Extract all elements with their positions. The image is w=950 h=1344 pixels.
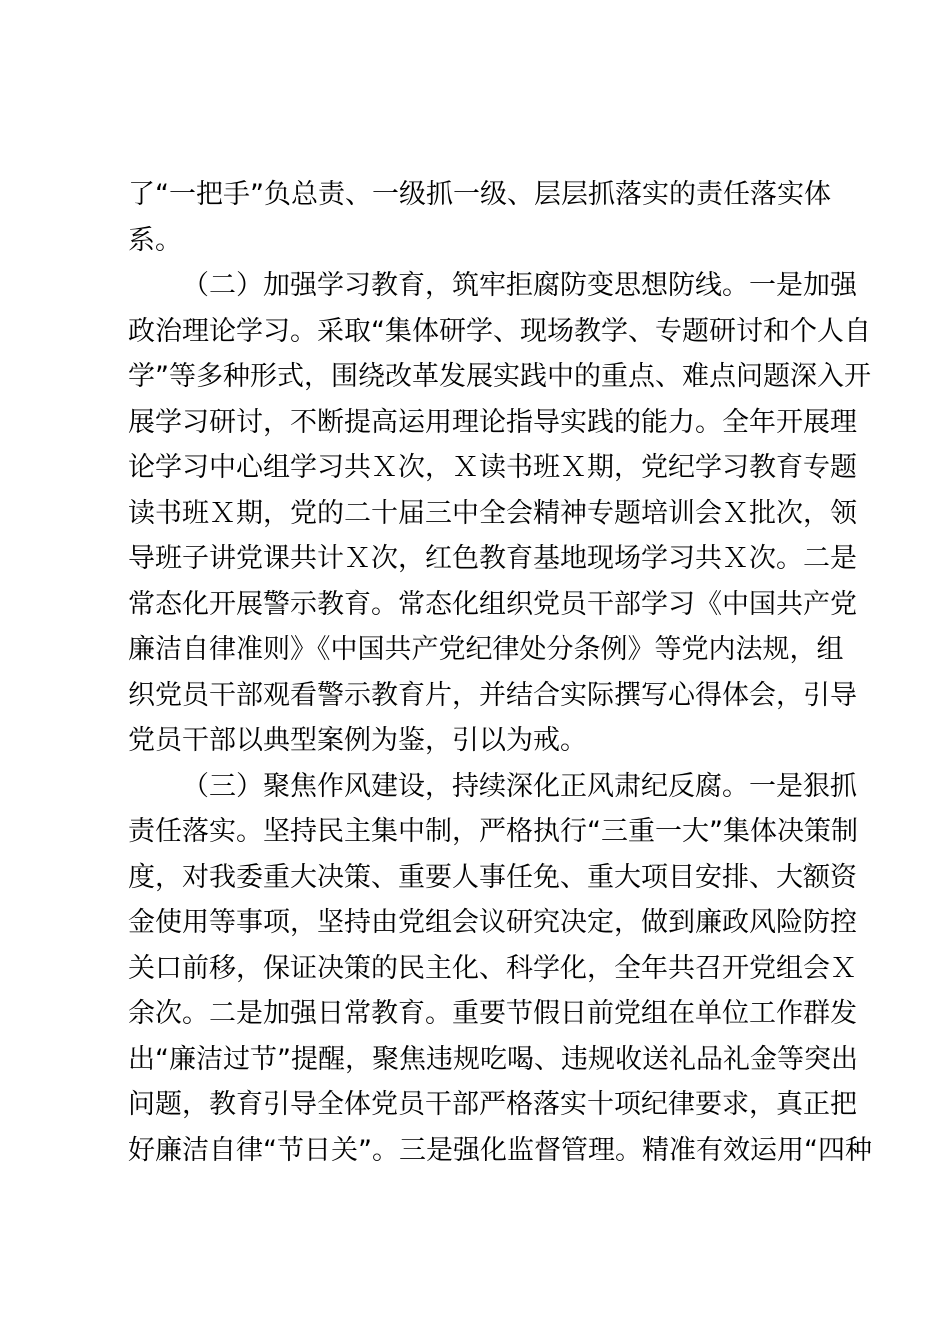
text-line: 论学习中心组学习共Ｘ次，Ｘ读书班Ｘ期，党纪学习教育专题 <box>128 452 857 483</box>
text-line: 展学习研讨，不断提高运用理论指导实践的能力。全年开展理 <box>128 406 857 438</box>
text-line: 常态化开展警示教育。常态化组织党员干部学习《中国共产党 <box>128 588 857 620</box>
text-line: 好廉洁自律“节日关”。三是强化监督管理。精准有效运用“四种 <box>128 1134 872 1166</box>
section-heading-line: （三）聚焦作风建设，持续深化正风肃纪反腐。一是狠抓 <box>182 770 857 802</box>
text-line: 廉洁自律准则》《中国共产党纪律处分条例》等党内法规，组 <box>128 634 844 665</box>
text-line: 系。 <box>128 224 182 256</box>
text-line: 了“一把手”负总责、一级抓一级、层层抓落实的责任落实体 <box>128 179 831 210</box>
text-line: 问题，教育引导全体党员干部严格落实十项纪律要求，真正把 <box>128 1089 857 1120</box>
text-line: 关口前移，保证决策的民主化、科学化，全年共召开党组会Ｘ <box>128 952 857 984</box>
text-line: 党员干部以典型案例为鉴，引以为戒。 <box>128 725 587 756</box>
text-line: 余次。二是加强日常教育。重要节假日前党组在单位工作群发 <box>128 998 857 1029</box>
text-line: 出“廉洁过节”提醒，聚焦违规吃喝、违规收送礼品礼金等突出 <box>128 1043 858 1075</box>
text-line: 导班子讲党课共计Ｘ次，红色教育基地现场学习共Ｘ次。二是 <box>128 543 857 574</box>
text-line: 织党员干部观看警示教育片，并结合实际撰写心得体会，引导 <box>128 679 857 711</box>
body-text <box>128 172 872 1173</box>
section-heading-line: （二）加强学习教育，筑牢拒腐防变思想防线。一是加强 <box>182 270 857 301</box>
text-line: 责任落实。坚持民主集中制，严格执行“三重一大”集体决策制 <box>128 816 858 847</box>
text-line: 度，对我委重大决策、重要人事任免、重大项目安排、大额资 <box>128 861 857 893</box>
text-line: 读书班Ｘ期，党的二十届三中全会精神专题培训会Ｘ批次，领 <box>128 497 857 529</box>
text-line: 金使用等事项，坚持由党组会议研究决定，做到廉政风险防控 <box>128 907 857 938</box>
text-line: 学”等多种形式，围绕改革发展实践中的重点、难点问题深入开 <box>128 361 871 392</box>
text-line: 政治理论学习。采取“集体研学、现场教学、专题研讨和个人自 <box>128 315 871 347</box>
